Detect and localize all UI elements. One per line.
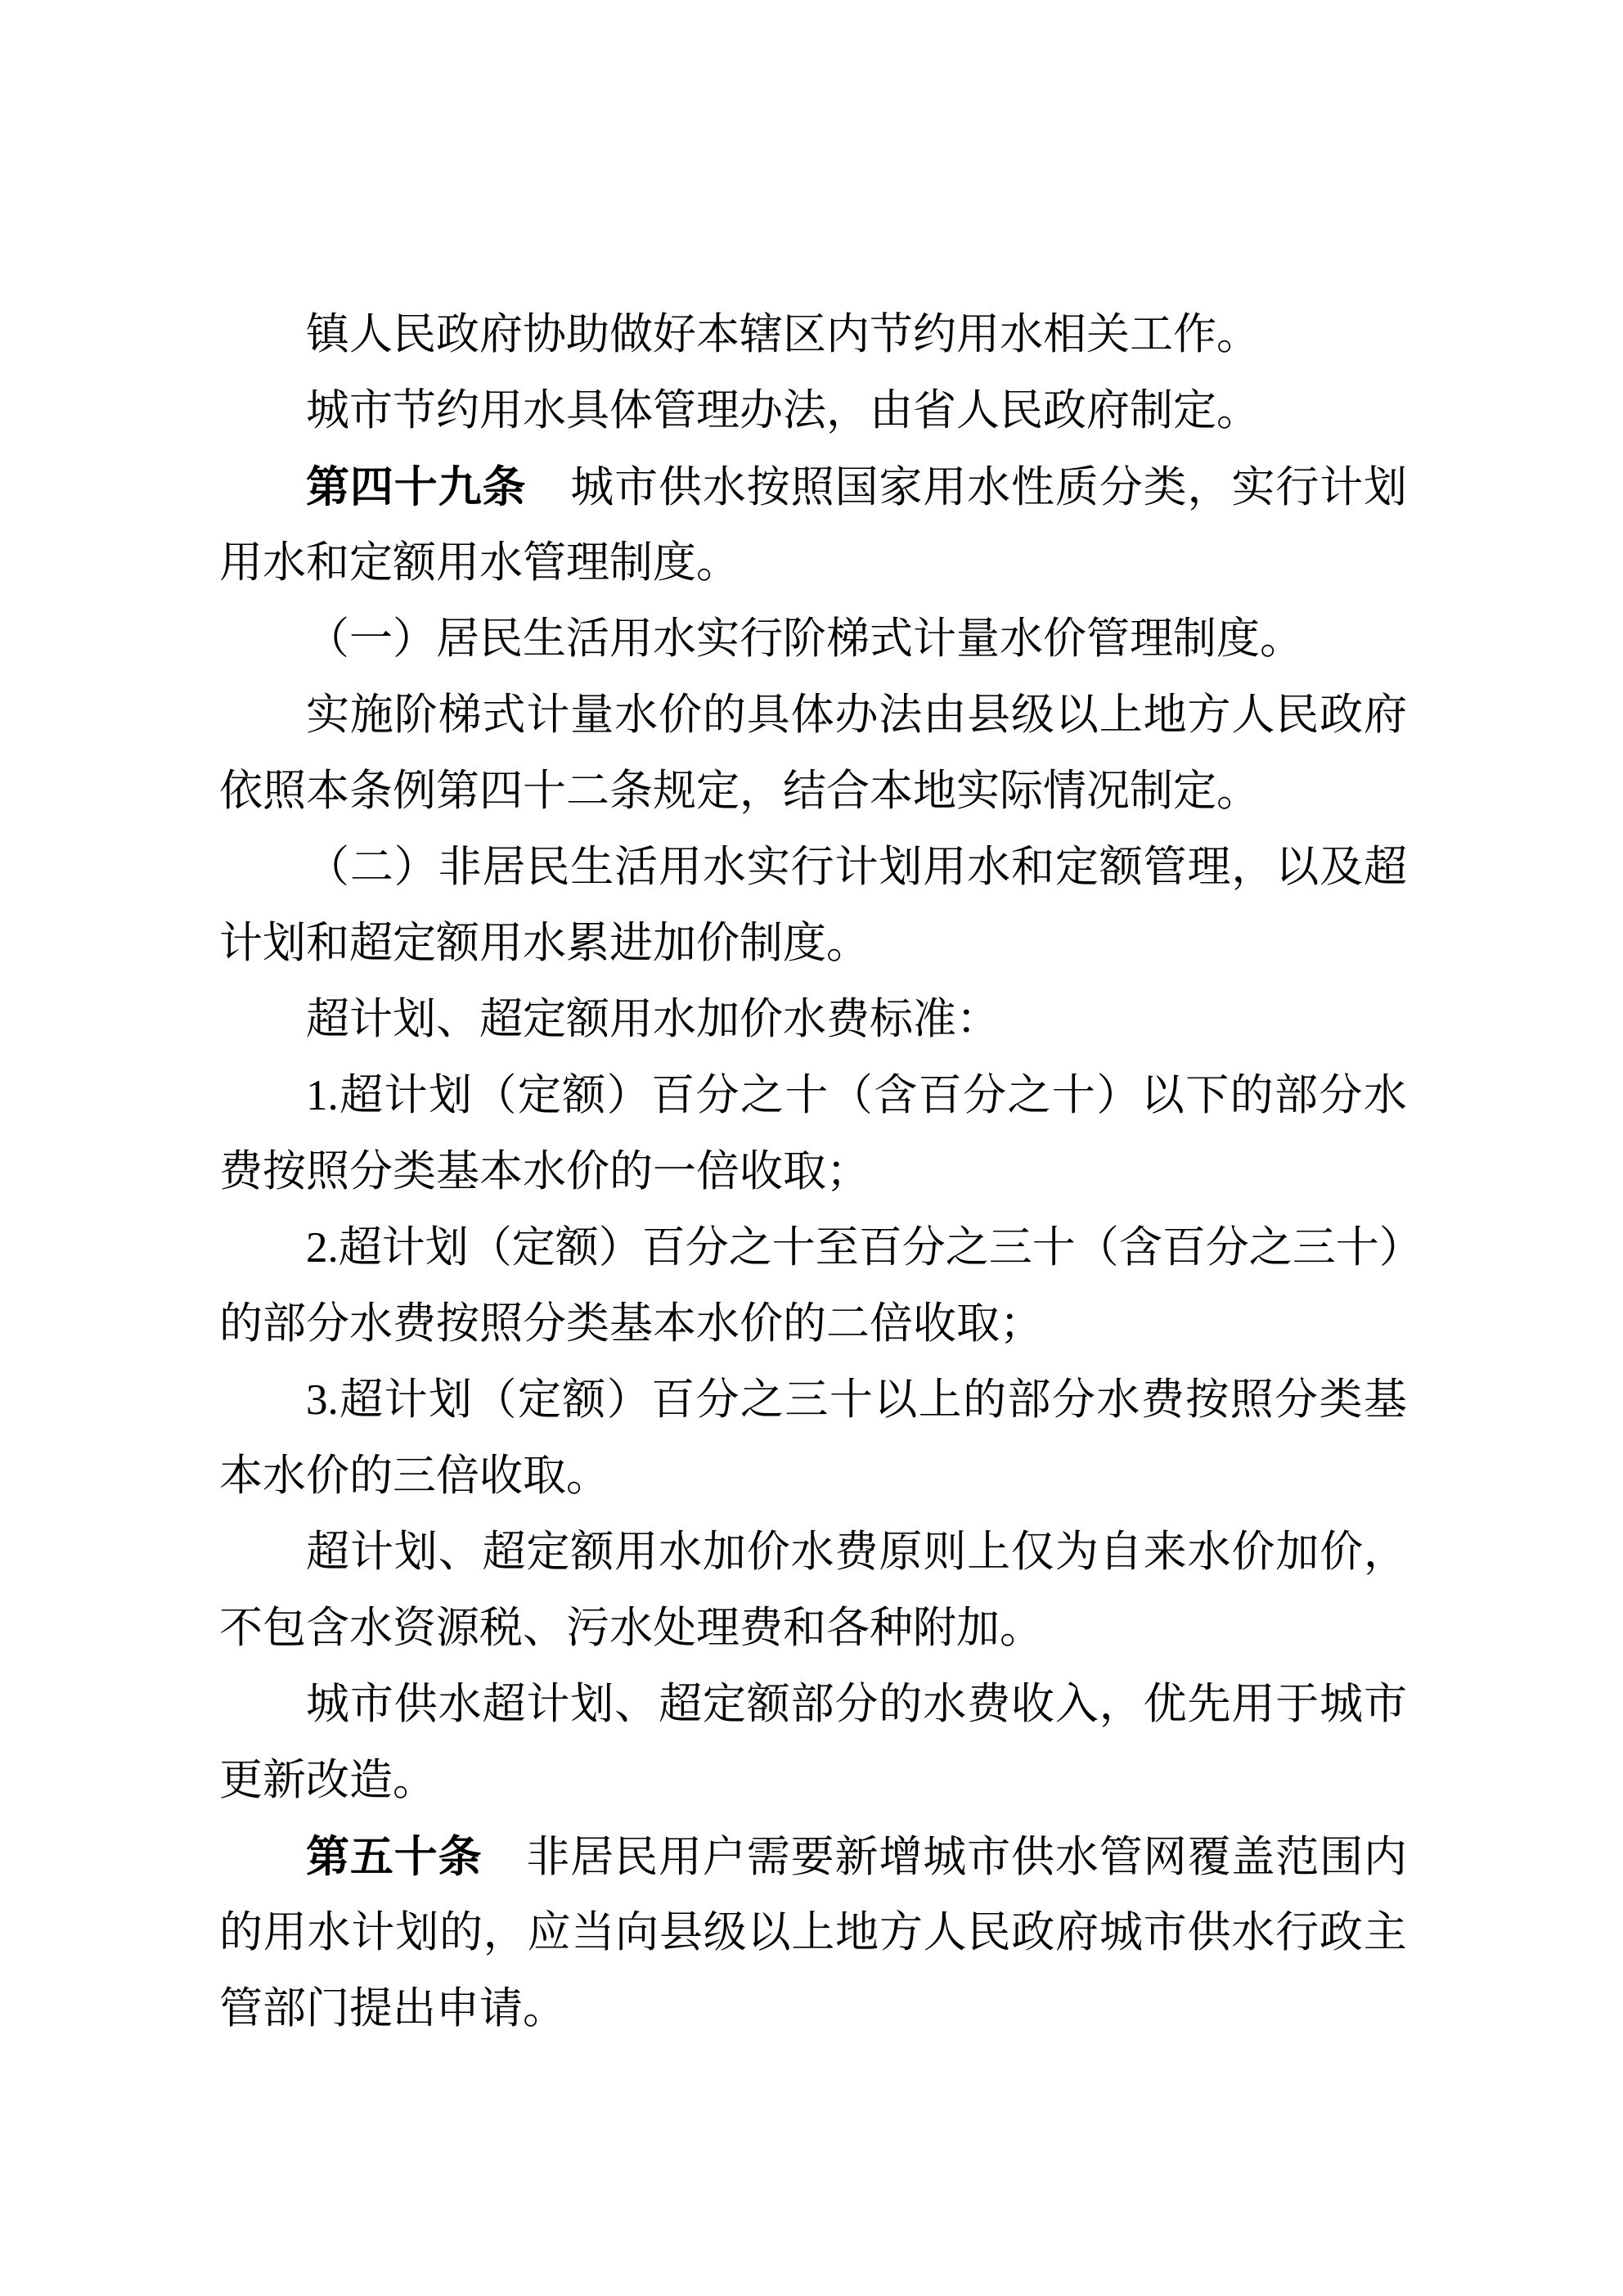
text-char: 水 bbox=[307, 1909, 351, 1956]
text-char: 民 bbox=[1275, 691, 1320, 739]
text-char: 性 bbox=[1011, 464, 1054, 511]
text-char: 水 bbox=[967, 844, 1011, 891]
text-line bbox=[219, 1210, 1423, 1286]
text-char: 应 bbox=[527, 1909, 571, 1956]
text-char: ） bbox=[606, 1376, 650, 1424]
text-char: 百 bbox=[641, 1224, 686, 1272]
text-char: 定 bbox=[517, 1072, 561, 1119]
text-line bbox=[219, 1362, 1407, 1438]
text-char: 十 bbox=[1032, 1224, 1076, 1272]
text-char: 阶 bbox=[393, 691, 438, 739]
text-char: 的 bbox=[963, 1376, 1007, 1424]
text-line bbox=[219, 982, 1407, 1058]
text-char: 实 bbox=[746, 844, 790, 891]
text-char: ， bbox=[1187, 464, 1231, 511]
document-body bbox=[219, 297, 1423, 2047]
text-char: 照 bbox=[790, 464, 834, 511]
text-char: 超 bbox=[338, 1224, 382, 1272]
text-char: 城 bbox=[306, 1681, 349, 1728]
text-char: 分 bbox=[1275, 1376, 1319, 1424]
text-char: ， bbox=[1231, 844, 1275, 891]
text-char: 居 bbox=[482, 844, 526, 891]
text-line bbox=[219, 1743, 1407, 1819]
text-char: 、 bbox=[614, 1681, 659, 1728]
text-char: 十 bbox=[1051, 1072, 1095, 1119]
text-char: 基 bbox=[1363, 1376, 1407, 1424]
text-char: 水 bbox=[923, 1681, 967, 1728]
text-char: 超 bbox=[339, 1376, 384, 1424]
text-char: 照 bbox=[1230, 1376, 1274, 1424]
text-char: 人 bbox=[1231, 691, 1275, 739]
text-char: 市 bbox=[1364, 1681, 1407, 1728]
text-char: 超 bbox=[1364, 844, 1407, 891]
text-char: 方 bbox=[1187, 691, 1231, 739]
text-char: 水 bbox=[1054, 1834, 1099, 1881]
text-char: 用 bbox=[1231, 1681, 1275, 1728]
text-char: 计 bbox=[526, 691, 570, 739]
text-segment: 本水价的三倍收取。 bbox=[219, 1452, 609, 1500]
text-char: 水 bbox=[702, 464, 746, 511]
text-char: 之 bbox=[1248, 1224, 1293, 1272]
text-char: 三 bbox=[988, 1224, 1032, 1272]
text-char: 百 bbox=[858, 1224, 902, 1272]
text-char: 3. bbox=[306, 1376, 339, 1424]
article-heading-char: 五 bbox=[349, 1833, 393, 1881]
text-char: 额 bbox=[555, 1224, 599, 1272]
text-char: 由 bbox=[923, 691, 967, 739]
text-char: 式 bbox=[482, 691, 526, 739]
text-line bbox=[219, 449, 1407, 525]
text-char: 增 bbox=[879, 1834, 923, 1881]
text-char: 及 bbox=[1320, 844, 1364, 891]
text-char: 主 bbox=[1363, 1909, 1407, 1956]
text-char: 十 bbox=[829, 1376, 873, 1424]
text-char: （ bbox=[468, 1224, 512, 1272]
text-char: 需 bbox=[746, 1834, 790, 1881]
text-char: 家 bbox=[879, 464, 923, 511]
text-line bbox=[219, 1058, 1407, 1134]
text-char: ， bbox=[483, 1909, 527, 1956]
text-char: （ bbox=[306, 844, 349, 891]
text-char: 原 bbox=[879, 1528, 923, 1576]
text-char: 定 bbox=[1054, 844, 1099, 891]
text-char: 划 bbox=[570, 1681, 614, 1728]
text-char: 计 bbox=[381, 1224, 425, 1272]
text-segment: 不包含水资源税、污水处理费和各种附加。 bbox=[219, 1605, 1043, 1652]
text-line bbox=[219, 1819, 1407, 1895]
text-char: 三 bbox=[785, 1376, 829, 1424]
text-segment: 更新改造。 bbox=[219, 1757, 436, 1804]
text-char: 入 bbox=[1054, 1681, 1099, 1728]
text-char: 部 bbox=[1275, 1072, 1319, 1119]
text-char: 分 bbox=[901, 1224, 946, 1272]
text-char: 额 bbox=[746, 1681, 790, 1728]
text-char: 费 bbox=[967, 1681, 1011, 1728]
text-char: 水 bbox=[614, 691, 659, 739]
text-char: 则 bbox=[923, 1528, 967, 1576]
text-char: 行 bbox=[790, 844, 834, 891]
text-char: 人 bbox=[923, 1909, 967, 1956]
article-heading-char: 十 bbox=[393, 463, 438, 511]
text-char: 分 bbox=[1051, 1376, 1095, 1424]
text-char: 政 bbox=[1011, 1909, 1055, 1956]
text-char: 要 bbox=[790, 1834, 834, 1881]
text-char: ） bbox=[1378, 1224, 1423, 1272]
text-line bbox=[219, 373, 1407, 449]
text-char: （ bbox=[829, 1072, 873, 1119]
text-line bbox=[219, 754, 1407, 830]
text-char: 计 bbox=[349, 1528, 393, 1576]
text-char: 额 bbox=[570, 1528, 614, 1576]
text-char: 定 bbox=[702, 1681, 746, 1728]
text-char: 国 bbox=[834, 464, 879, 511]
text-segment: 计划和超定额用水累进加价制度。 bbox=[219, 920, 870, 967]
text-char: 以 bbox=[1275, 844, 1320, 891]
text-char: 之 bbox=[945, 1224, 989, 1272]
text-char: 县 bbox=[659, 1909, 703, 1956]
text-char: 之 bbox=[740, 1072, 784, 1119]
text-char: 分 bbox=[1205, 1224, 1249, 1272]
text-char: 计 bbox=[1320, 464, 1364, 511]
text-char: ， bbox=[1099, 1681, 1143, 1728]
text-char: 费 bbox=[834, 1528, 879, 1576]
text-segment: 用水和定额用水管理制度。 bbox=[219, 539, 740, 587]
text-char: 定 bbox=[526, 1528, 570, 1576]
text-char: 上 bbox=[967, 1528, 1011, 1576]
text-char: 水 bbox=[659, 1528, 702, 1576]
text-char: 地 bbox=[835, 1909, 879, 1956]
text-char: 府 bbox=[1364, 691, 1407, 739]
text-char: 行 bbox=[1275, 464, 1320, 511]
text-char: 计 bbox=[384, 1072, 428, 1119]
text-char: 加 bbox=[1275, 1528, 1320, 1576]
text-char: 用 bbox=[614, 1528, 659, 1576]
text-char: 十 bbox=[771, 1224, 816, 1272]
text-char: 额 bbox=[562, 1376, 606, 1424]
text-char: 部 bbox=[1007, 1376, 1051, 1424]
text-segment: 镇人民政府协助做好本辖区内节约用水相关工作。 bbox=[306, 311, 1260, 358]
text-line bbox=[219, 297, 1407, 373]
text-char: 用 bbox=[263, 1909, 307, 1956]
text-char: 之 bbox=[728, 1224, 772, 1272]
text-char: 类 bbox=[1143, 464, 1187, 511]
text-segment: 依照本条例第四十二条规定，结合本地实际情况制定。 bbox=[219, 768, 1260, 815]
text-line bbox=[219, 1286, 1407, 1362]
text-char: 方 bbox=[879, 1909, 923, 1956]
text-char: 上 bbox=[918, 1376, 962, 1424]
text-char: 水 bbox=[1187, 1528, 1231, 1576]
text-char: 的 bbox=[1230, 1072, 1274, 1119]
text-char: 管 bbox=[1143, 844, 1187, 891]
text-char: 价 bbox=[659, 691, 702, 739]
text-char: 仅 bbox=[1011, 1528, 1054, 1576]
text-char: 部 bbox=[790, 1681, 834, 1728]
text-char: 具 bbox=[746, 691, 790, 739]
text-char: 梯 bbox=[438, 691, 482, 739]
text-char: ） bbox=[393, 844, 438, 891]
text-char: 计 bbox=[351, 1909, 395, 1956]
text-char: 府 bbox=[1055, 1909, 1099, 1956]
text-char: 加 bbox=[702, 1528, 746, 1576]
text-char: 划 bbox=[879, 844, 923, 891]
article-heading-char: 条 bbox=[482, 463, 526, 511]
text-char: 、 bbox=[438, 1528, 482, 1576]
text-line bbox=[219, 678, 1407, 754]
text-segment: （一）居民生活用水实行阶梯式计量水价管理制度。 bbox=[306, 615, 1303, 663]
text-char: 划 bbox=[425, 1224, 469, 1272]
article-heading-char: 九 bbox=[438, 463, 482, 511]
text-char: ） bbox=[606, 1072, 650, 1119]
text-char: 地 bbox=[1143, 691, 1187, 739]
text-char: 市 bbox=[349, 1681, 393, 1728]
text-char: 水 bbox=[438, 1681, 482, 1728]
article-heading-char: 第 bbox=[306, 463, 349, 511]
text-char: 水 bbox=[790, 1528, 834, 1576]
text-char: 的 bbox=[438, 1909, 483, 1956]
text-char: 市 bbox=[967, 1834, 1011, 1881]
text-char: 以 bbox=[1140, 1072, 1185, 1119]
text-char: 行 bbox=[1275, 1909, 1320, 1956]
text-char: 先 bbox=[1187, 1681, 1231, 1728]
text-char: 上 bbox=[1099, 691, 1143, 739]
text-char: ） bbox=[598, 1224, 642, 1272]
text-char: 围 bbox=[1320, 1834, 1364, 1881]
text-char: （ bbox=[473, 1072, 517, 1119]
text-char: 当 bbox=[571, 1909, 615, 1956]
text-char: 1. bbox=[306, 1072, 339, 1119]
text-char: 水 bbox=[1231, 1909, 1275, 1956]
article-heading-char: 第 bbox=[306, 1833, 349, 1881]
text-char: 划 bbox=[1364, 464, 1407, 511]
text-char: （ bbox=[1075, 1224, 1119, 1272]
text-segment: 的部分水费按照分类基本水价的二倍收取； bbox=[219, 1300, 1043, 1348]
text-char: 计 bbox=[384, 1376, 428, 1424]
text-char: 供 bbox=[659, 464, 702, 511]
text-char: 为 bbox=[1054, 1528, 1099, 1576]
text-char: 百 bbox=[651, 1072, 695, 1119]
text-char: 管 bbox=[1099, 1834, 1143, 1881]
text-char: 非 bbox=[438, 844, 482, 891]
text-char: 向 bbox=[615, 1909, 659, 1956]
text-char: 城 bbox=[923, 1834, 967, 1881]
article-heading-char: 四 bbox=[349, 463, 393, 511]
text-char: 城 bbox=[570, 464, 614, 511]
text-char: 用 bbox=[659, 1834, 702, 1881]
text-char: 二 bbox=[349, 844, 393, 891]
text-segment: 费按照分类基本水价的一倍收取； bbox=[219, 1148, 870, 1195]
text-char: 民 bbox=[526, 844, 570, 891]
text-char: 覆 bbox=[1187, 1834, 1231, 1881]
text-char: 政 bbox=[1320, 691, 1364, 739]
text-char: 划 bbox=[395, 1909, 439, 1956]
text-line bbox=[219, 525, 1407, 601]
text-char: 民 bbox=[614, 1834, 659, 1881]
text-char: 水 bbox=[702, 844, 746, 891]
text-char: 之 bbox=[740, 1376, 784, 1424]
text-char: 划 bbox=[429, 1072, 473, 1119]
text-char: 超 bbox=[306, 1528, 349, 1576]
text-char: 百 bbox=[651, 1376, 695, 1424]
text-char: 划 bbox=[429, 1376, 473, 1424]
text-char: 的 bbox=[879, 1681, 923, 1728]
text-line bbox=[219, 1667, 1407, 1743]
text-char: 十 bbox=[785, 1072, 829, 1119]
text-char: 供 bbox=[393, 1681, 438, 1728]
text-char: 民 bbox=[967, 1909, 1011, 1956]
text-char: 县 bbox=[967, 691, 1011, 739]
text-char: 以 bbox=[874, 1376, 918, 1424]
text-char: 自 bbox=[1099, 1528, 1143, 1576]
text-char: 城 bbox=[1320, 1681, 1364, 1728]
text-char: 用 bbox=[923, 844, 967, 891]
text-char: 按 bbox=[1185, 1376, 1230, 1424]
text-char: 按 bbox=[746, 464, 790, 511]
text-char: 级 bbox=[703, 1909, 747, 1956]
text-char: 超 bbox=[482, 1528, 526, 1576]
text-char: 十 bbox=[1335, 1224, 1379, 1272]
text-char: 分 bbox=[1099, 464, 1143, 511]
article-heading-char: 十 bbox=[393, 1833, 438, 1881]
text-char: 质 bbox=[1054, 464, 1099, 511]
text-char: 以 bbox=[747, 1909, 791, 1956]
text-char: 价 bbox=[1231, 1528, 1275, 1576]
text-char: 水 bbox=[1363, 1072, 1407, 1119]
text-char: 施 bbox=[349, 691, 393, 739]
text-char: 范 bbox=[1275, 1834, 1320, 1881]
text-segment: 城市节约用水具体管理办法，由省人民政府制定。 bbox=[306, 387, 1260, 434]
article-heading-char: 条 bbox=[438, 1833, 482, 1881]
text-char: 于 bbox=[1275, 1681, 1320, 1728]
text-char: 体 bbox=[790, 691, 834, 739]
text-char: 超 bbox=[482, 1681, 526, 1728]
text-char: 下 bbox=[1185, 1072, 1230, 1119]
text-char: 市 bbox=[1143, 1909, 1187, 1956]
text-line bbox=[219, 906, 1407, 982]
text-char: 内 bbox=[1364, 1834, 1407, 1881]
text-char: 级 bbox=[1011, 691, 1054, 739]
text-char: 盖 bbox=[1231, 1834, 1275, 1881]
text-char: 办 bbox=[834, 691, 879, 739]
text-char: 计 bbox=[834, 844, 879, 891]
text-char: 定 bbox=[511, 1224, 555, 1272]
text-segment: 超计划、超定额用水加价水费标准： bbox=[306, 996, 1000, 1043]
text-char: 百 bbox=[1162, 1224, 1206, 1272]
text-char: 至 bbox=[815, 1224, 859, 1272]
text-char: 分 bbox=[1319, 1072, 1363, 1119]
text-char: 理 bbox=[1187, 844, 1231, 891]
text-char: 百 bbox=[918, 1072, 962, 1119]
text-char: 收 bbox=[1011, 1681, 1054, 1728]
text-line bbox=[219, 1971, 1407, 2047]
text-line bbox=[219, 830, 1407, 906]
text-char: 网 bbox=[1143, 1834, 1187, 1881]
text-line bbox=[219, 1895, 1407, 1971]
text-char: 量 bbox=[570, 691, 614, 739]
text-char: 分 bbox=[685, 1224, 729, 1272]
text-line bbox=[219, 1515, 1407, 1591]
text-char: 供 bbox=[1187, 1909, 1231, 1956]
text-line bbox=[219, 1438, 1407, 1515]
text-char: 价 bbox=[1320, 1528, 1364, 1576]
text-char: 政 bbox=[1319, 1909, 1363, 1956]
text-line bbox=[219, 1134, 1407, 1210]
text-char: 实 bbox=[306, 691, 349, 739]
text-char: 额 bbox=[1099, 844, 1143, 891]
text-char: 来 bbox=[1143, 1528, 1187, 1576]
text-char: 分 bbox=[695, 1072, 740, 1119]
text-char: 价 bbox=[746, 1528, 790, 1576]
text-char: 非 bbox=[526, 1834, 570, 1881]
text-char: 之 bbox=[1007, 1072, 1051, 1119]
text-char: ） bbox=[1096, 1072, 1140, 1119]
text-char: 划 bbox=[393, 1528, 438, 1576]
text-char: ， bbox=[1364, 1528, 1407, 1576]
text-char: 水 bbox=[1096, 1376, 1140, 1424]
text-char: 用 bbox=[659, 844, 702, 891]
text-char: 和 bbox=[1011, 844, 1054, 891]
text-line bbox=[219, 601, 1407, 678]
text-char: 分 bbox=[695, 1376, 740, 1424]
text-char: 费 bbox=[1140, 1376, 1185, 1424]
text-char: 优 bbox=[1143, 1681, 1187, 1728]
text-char: 实 bbox=[1231, 464, 1275, 511]
text-segment: 管部门提出申请。 bbox=[219, 1985, 566, 2033]
text-char: 供 bbox=[1011, 1834, 1054, 1881]
text-char: 三 bbox=[1292, 1224, 1336, 1272]
text-char: 含 bbox=[1118, 1224, 1162, 1272]
text-char: 的 bbox=[219, 1909, 263, 1956]
text-char: 市 bbox=[614, 464, 659, 511]
text-char: 分 bbox=[834, 1681, 879, 1728]
text-char: 2. bbox=[306, 1224, 339, 1272]
text-char: 定 bbox=[517, 1376, 561, 1424]
text-char: 生 bbox=[570, 844, 614, 891]
text-char: 法 bbox=[879, 691, 923, 739]
text-char: 新 bbox=[834, 1834, 879, 1881]
text-char: 城 bbox=[1099, 1909, 1143, 1956]
text-line bbox=[219, 1591, 1407, 1667]
text-char: 额 bbox=[562, 1072, 606, 1119]
text-char: 类 bbox=[1319, 1376, 1363, 1424]
text-char: 的 bbox=[702, 691, 746, 739]
text-char: 上 bbox=[791, 1909, 835, 1956]
text-char: 水 bbox=[967, 464, 1011, 511]
text-char: （ bbox=[473, 1376, 517, 1424]
text-char: 含 bbox=[874, 1072, 918, 1119]
text-char: 超 bbox=[659, 1681, 702, 1728]
text-char: 以 bbox=[1054, 691, 1099, 739]
text-char: 居 bbox=[570, 1834, 614, 1881]
text-char: 用 bbox=[923, 464, 967, 511]
text-char: 分 bbox=[963, 1072, 1007, 1119]
text-char: 超 bbox=[339, 1072, 384, 1119]
text-char: 活 bbox=[614, 844, 659, 891]
text-char: 计 bbox=[526, 1681, 570, 1728]
text-char: 户 bbox=[702, 1834, 746, 1881]
